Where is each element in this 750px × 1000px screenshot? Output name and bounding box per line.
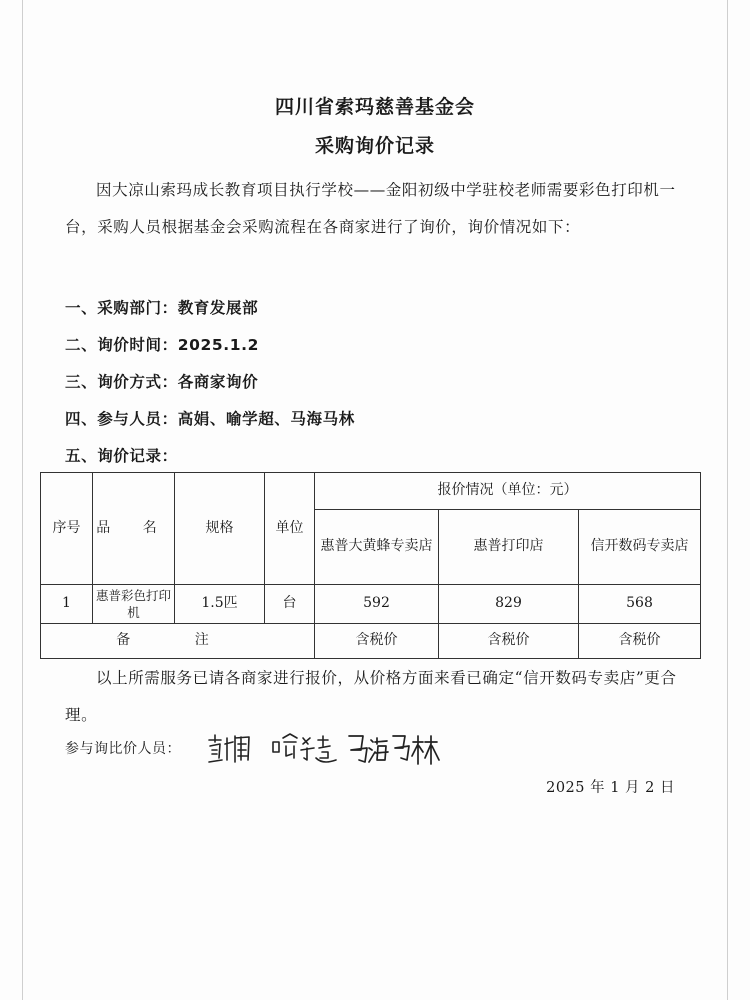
col-header-name: 品 名 [93,473,175,585]
item-department [65,296,258,318]
quote-table [40,472,701,659]
signature-3 [345,730,441,770]
item-inquiry-time [65,333,259,355]
item-label: 一、采购部门： [65,299,178,317]
item-inquiry-method [65,370,258,392]
cell-unit: 台 [265,585,315,624]
item-participants [65,407,355,429]
item-value: 各商家询价 [177,373,259,391]
item-label: 二、询价时间： [65,336,178,354]
signers-label: 参与询比价人员： [65,741,181,757]
note-vendor-3: 含税价 [579,624,701,659]
item-value: 教育发展部 [177,299,259,317]
item-label: 五、询价记录： [65,447,178,465]
cell-price-vendor-2: 829 [439,585,579,624]
cell-spec: 1.5匹 [175,585,265,624]
cell-seq: 1 [41,585,93,624]
conclusion-paragraph: 以上所需服务已请各商家进行报价，从价格方面来看已确定“信开数码专卖店”更合理。 [65,669,677,724]
note-label: 备 注 [41,624,315,659]
document-date: 2025 年 1 月 2 日 [546,780,675,796]
item-inquiry-records [65,444,178,466]
document-title: 采购询价记录 [314,135,435,157]
table-row [41,585,701,624]
item-label: 三、询价方式： [65,373,178,391]
cell-price-vendor-3: 568 [579,585,701,624]
signature-1 [205,730,263,768]
signers-line [65,730,705,770]
col-header-vendor-1: 惠普大黄蜂专卖店 [315,510,439,585]
table-row-notes [41,624,701,659]
col-header-spec: 规格 [175,473,265,585]
intro-paragraph: 因大凉山索玛成长教育项目执行学校——金阳初级中学驻校老师需要彩色打印机一台，采购人员根据基金会采购流程在各商家进行了询价，询价情况如下： [65,181,676,236]
quote-group-header: 报价情况（单位：元） [315,473,701,510]
item-value: 2025.1.2 [177,336,259,354]
col-header-seq: 序号 [41,473,93,585]
cell-price-vendor-1: 592 [315,585,439,624]
cell-name: 惠普彩色打印机 [93,585,175,624]
col-header-unit: 单位 [265,473,315,585]
organization-title: 四川省索玛慈善基金会 [274,96,475,118]
item-value: 高娟、喻学超、马海马林 [177,410,355,428]
note-vendor-2: 含税价 [439,624,579,659]
item-label: 四、参与人员： [65,410,178,428]
col-header-vendor-2: 惠普打印店 [439,510,579,585]
col-header-vendor-3: 信开数码专卖店 [579,510,701,585]
note-vendor-1: 含税价 [315,624,439,659]
signature-2 [270,730,340,768]
